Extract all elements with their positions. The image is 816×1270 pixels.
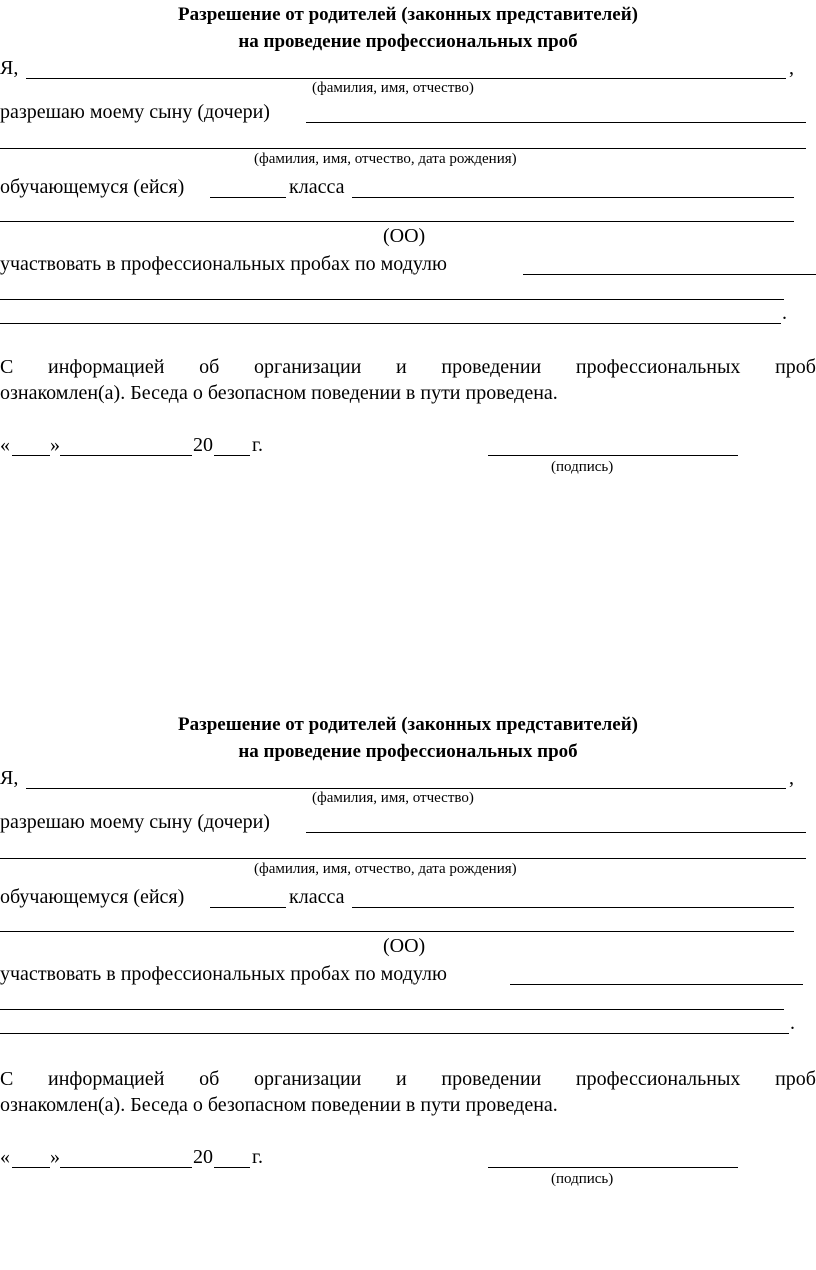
participate-label: участвовать в профессиональных пробах по модулю [0,963,447,985]
info-word: организации [254,1068,362,1090]
ya-label: Я, [0,767,19,789]
grade-label: класса [289,886,345,908]
period: . [790,1012,795,1034]
school-field[interactable] [352,907,794,908]
date-year-field[interactable] [214,455,250,456]
comma: , [789,57,794,79]
child-name-field-line2[interactable] [0,858,806,859]
child-name-field-line2[interactable] [0,148,806,149]
parent-name-field[interactable] [26,788,786,789]
grade-field[interactable] [210,197,286,198]
info-word: информацией [48,356,165,378]
year-suffix: г. [252,1146,263,1168]
info-word: об [199,1068,220,1090]
module-field-line3[interactable] [0,1033,789,1034]
module-field-line2[interactable] [0,1009,784,1010]
date-close-quote: » [50,1146,60,1168]
caption-fio: (фамилия, имя, отчество) [312,80,474,96]
school-field-line2[interactable] [0,221,794,222]
comma: , [789,767,794,789]
info-word: С [0,356,14,378]
grade-label: класса [289,176,345,198]
child-name-field[interactable] [306,122,806,123]
module-field[interactable] [523,274,816,275]
info-word: проведении [441,356,542,378]
info-word: организации [254,356,362,378]
module-field[interactable] [510,984,803,985]
caption-fio: (фамилия, имя, отчество) [312,790,474,806]
module-field-line2[interactable] [0,299,784,300]
info-word: профессиональных [575,356,741,378]
info-word: проб [775,1068,816,1090]
date-day-field[interactable] [12,1167,50,1168]
info-word: и [396,1068,407,1090]
year-prefix: 20 [193,1146,213,1168]
info-word: об [199,356,220,378]
school-field-line2[interactable] [0,931,794,932]
signature-field[interactable] [488,455,738,456]
module-field-line3[interactable] [0,323,781,324]
participate-label: участвовать в профессиональных пробах по модулю [0,253,447,275]
caption-oo: (ОО) [383,935,426,957]
date-month-field[interactable] [60,1167,192,1168]
allow-label: разрешаю моему сыну (дочери) [0,811,270,833]
ya-label: Я, [0,57,19,79]
date-year-field[interactable] [214,1167,250,1168]
info-word: проведении [441,1068,542,1090]
caption-signature: (подпись) [551,459,614,475]
info-word: информацией [48,1068,165,1090]
grade-field[interactable] [210,907,286,908]
signature-field[interactable] [488,1167,738,1168]
caption-fio-dob: (фамилия, имя, отчество, дата рождения) [254,151,517,167]
form-title-line1: Разрешение от родителей (законных представителей) [177,4,639,25]
permission-form-1 [0,0,816,560]
date-close-quote: » [50,434,60,456]
info-word: и [396,356,407,378]
form-title-line2: на проведение профессиональных проб [238,741,578,762]
year-prefix: 20 [193,434,213,456]
info-line2: ознакомлен(а). Беседа о безопасном поведении в пути проведена. [0,382,558,404]
child-name-field[interactable] [306,832,806,833]
caption-oo: (ОО) [383,225,426,247]
info-line1 [0,1068,816,1091]
allow-label: разрешаю моему сыну (дочери) [0,101,270,123]
info-word: профессиональных [575,1068,741,1090]
date-day-field[interactable] [12,455,50,456]
school-field[interactable] [352,197,794,198]
caption-fio-dob: (фамилия, имя, отчество, дата рождения) [254,861,517,877]
year-suffix: г. [252,434,263,456]
student-label: обучающемуся (ейся) [0,886,185,908]
parent-name-field[interactable] [26,78,786,79]
form-title-line1: Разрешение от родителей (законных представителей) [177,714,639,735]
info-word: С [0,1068,14,1090]
permission-form-2 [0,710,816,1270]
form-title-line2: на проведение профессиональных проб [238,31,578,52]
caption-signature: (подпись) [551,1171,614,1187]
date-month-field[interactable] [60,455,192,456]
period: . [782,302,787,324]
info-word: проб [775,356,816,378]
date-open-quote: « [0,434,10,456]
info-line1 [0,356,816,379]
date-open-quote: « [0,1146,10,1168]
info-line2: ознакомлен(а). Беседа о безопасном поведении в пути проведена. [0,1094,558,1116]
student-label: обучающемуся (ейся) [0,176,185,198]
